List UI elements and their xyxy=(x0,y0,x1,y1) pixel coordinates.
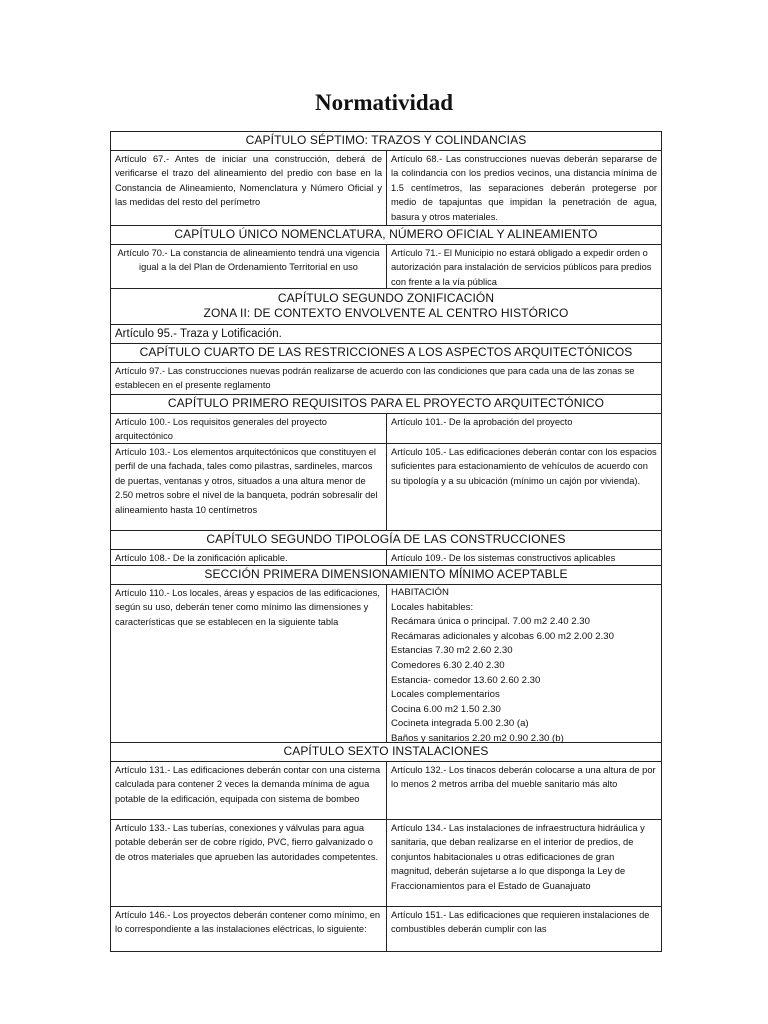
chapter-header-restricciones: CAPÍTULO CUARTO DE LAS RESTRICCIONES A LOS ASPECTOS ARQUITECTÓNICOS xyxy=(111,344,661,363)
table-row xyxy=(111,820,661,907)
chapter-header-requisitos: CAPÍTULO PRIMERO REQUISITOS PARA EL PROYECTO ARQUITECTÓNICO xyxy=(111,395,661,414)
table-row xyxy=(111,550,661,566)
article-134: Artículo 134.- Las instalaciones de infraestructura hidráulica y sanitaria, que deban realizarse en el interior de predios, de conjuntos habitacionales u otras edificaciones de gran magnitud, deberán sujetarse a lo que disponga la Ley de Fraccionamientos para el Estado de Guanajuato xyxy=(386,820,661,906)
article-146: Artículo 146.- Los proyectos deberán contener como mínimo, en lo correspondiente a las instalaciones eléctricas, lo siguiente: xyxy=(115,910,381,935)
chapter-header-zonificacion xyxy=(111,289,661,325)
chapter-header-line: CAPÍTULO SEGUNDO ZONIFICACIÓN xyxy=(277,291,495,305)
article-131: Artículo 131.- Las edificaciones deberán contar con una cisterna calculada para contener 2 veces la demanda mínima de agua potable de la edificación, equipada con sistema de bombeo xyxy=(115,765,381,804)
article-132: Artículo 132.- Los tinacos deberán colocarse a una altura de por lo menos 2 metros arriba del mueble sanitario más alto xyxy=(386,762,661,819)
table-row xyxy=(111,585,661,743)
list-item: Recámara única o principal. 7.00 m2 2.40 2.30 xyxy=(391,616,590,628)
article-101: Artículo 101.- De la aprobación del proyecto xyxy=(386,414,661,443)
list-item: HABITACIÓN xyxy=(391,587,449,598)
chapter-header-trazos: CAPÍTULO SÉPTIMO: TRAZOS Y COLINDANCIAS xyxy=(111,132,661,151)
table-row xyxy=(111,151,661,226)
list-item: Cocina 6.00 m2 1.50 2.30 xyxy=(391,703,501,715)
table-row xyxy=(111,444,661,531)
list-item: Comedores 6.30 2.40 2.30 xyxy=(391,659,505,671)
article-110: Artículo 110.- Los locales, áreas y espacios de las edificaciones, según su uso, deberán tener como mínimo las dimensiones y características que se establecen en la siguiente tabla xyxy=(115,588,380,627)
table-row xyxy=(111,762,661,820)
article-133: Artículo 133.- Las tuberías, conexiones y válvulas para agua potable deberán ser de cobre rígido, PVC, fierro galvanizado o de otros materiales que aprueben las autoridades competentes. xyxy=(115,823,379,862)
article-109: Artículo 109.- De los sistemas constructivos aplicables xyxy=(386,550,661,565)
document-title: Normatividad xyxy=(315,90,453,115)
chapter-header-tipologia: CAPÍTULO SEGUNDO TIPOLOGÍA DE LAS CONSTRUCCIONES xyxy=(111,531,661,550)
list-item: Baños y sanitarios 2.20 m2 0.90 2.30 (b) xyxy=(391,732,564,744)
zone-header-line: ZONA II: DE CONTEXTO ENVOLVENTE AL CENTRO HISTÓRICO xyxy=(203,306,569,320)
list-item: Cocineta integrada 5.00 2.30 (a) xyxy=(391,718,529,730)
article-108: Artículo 108.- De la zonificación aplicable. xyxy=(115,553,288,563)
table-row xyxy=(111,245,661,289)
section-header-dimensionamiento: SECCIÓN PRIMERA DIMENSIONAMIENTO MÍNIMO ACEPTABLE xyxy=(111,566,661,585)
list-item: Estancias 7.30 m2 2.60 2.30 xyxy=(391,645,513,657)
article-67: Artículo 67.- Antes de iniciar una construcción, deberá de verificarse el trazo del alineamiento del predio con base en la Constancia de Alineamiento, Nomenclatura y Número Oficial y las medidas del resto del perímetro xyxy=(115,154,382,208)
article-105: Artículo 105.- Las edificaciones deberán contar con los espacios suficientes para estacionamiento de vehículos de acuerdo con su tipología y a su ubicación (mínimo un cajón por vivienda). xyxy=(386,444,661,530)
habitacion-dimensions-list xyxy=(386,585,661,742)
chapter-header-nomenclatura: CAPÍTULO ÚNICO NOMENCLATURA, NÚMERO OFICIAL Y ALINEAMIENTO xyxy=(111,226,661,245)
chapter-header-instalaciones: CAPÍTULO SEXTO INSTALACIONES xyxy=(111,743,661,762)
regulations-table xyxy=(110,131,662,952)
table-row xyxy=(111,414,661,444)
article-151: Artículo 151.- Las edificaciones que requieren instalaciones de combustibles deberán cumplir con las xyxy=(386,907,661,951)
list-item: Locales habitables: xyxy=(391,601,474,613)
article-103: Artículo 103.- Los elementos arquitectónicos que constituyen el perfil de una fachada, tales como pilastras, sardineles, marcos de puertas, ventanas y otros, situados a una altura menor de 2.50 metros sobre el nivel de la banqueta, podrán sobresalir del alineamiento hasta 10 centímetros xyxy=(115,447,378,515)
table-row xyxy=(111,907,661,952)
article-70: Artículo 70.- La constancia de alineamiento tendrá una vigencia igual a la del Plan de Ordenamiento Territorial en uso xyxy=(117,248,380,273)
article-71: Artículo 71.- El Municipio no estará obligado a expedir orden o autorización para instalación de servicios públicos para predios con frente a la vía pública xyxy=(386,245,661,288)
list-item: Recámaras adicionales y alcobas 6.00 m2 2.00 2.30 xyxy=(391,630,614,642)
article-100: Artículo 100.- Los requisitos generales del proyecto arquitectónico xyxy=(115,417,327,442)
article-68: Artículo 68.- Las construcciones nuevas deberán separarse de la colindancia con los predios vecinos, una distancia mínima de 1.5 centímetros, las separaciones deberán protegerse por medio de tapajuntas que impidan la penetración de agua, basura y otros materiales. xyxy=(386,151,661,225)
list-item: Estancia- comedor 13.60 2.60 2.30 xyxy=(391,674,541,686)
article-97: Artículo 97.- Las construcciones nuevas podrán realizarse de acuerdo con las condiciones que para cada una de las zonas se establecen en el presente reglamento xyxy=(111,363,661,395)
list-item: Locales complementarios xyxy=(391,689,500,701)
article-95: Artículo 95.- Traza y Lotificación. xyxy=(111,325,661,344)
